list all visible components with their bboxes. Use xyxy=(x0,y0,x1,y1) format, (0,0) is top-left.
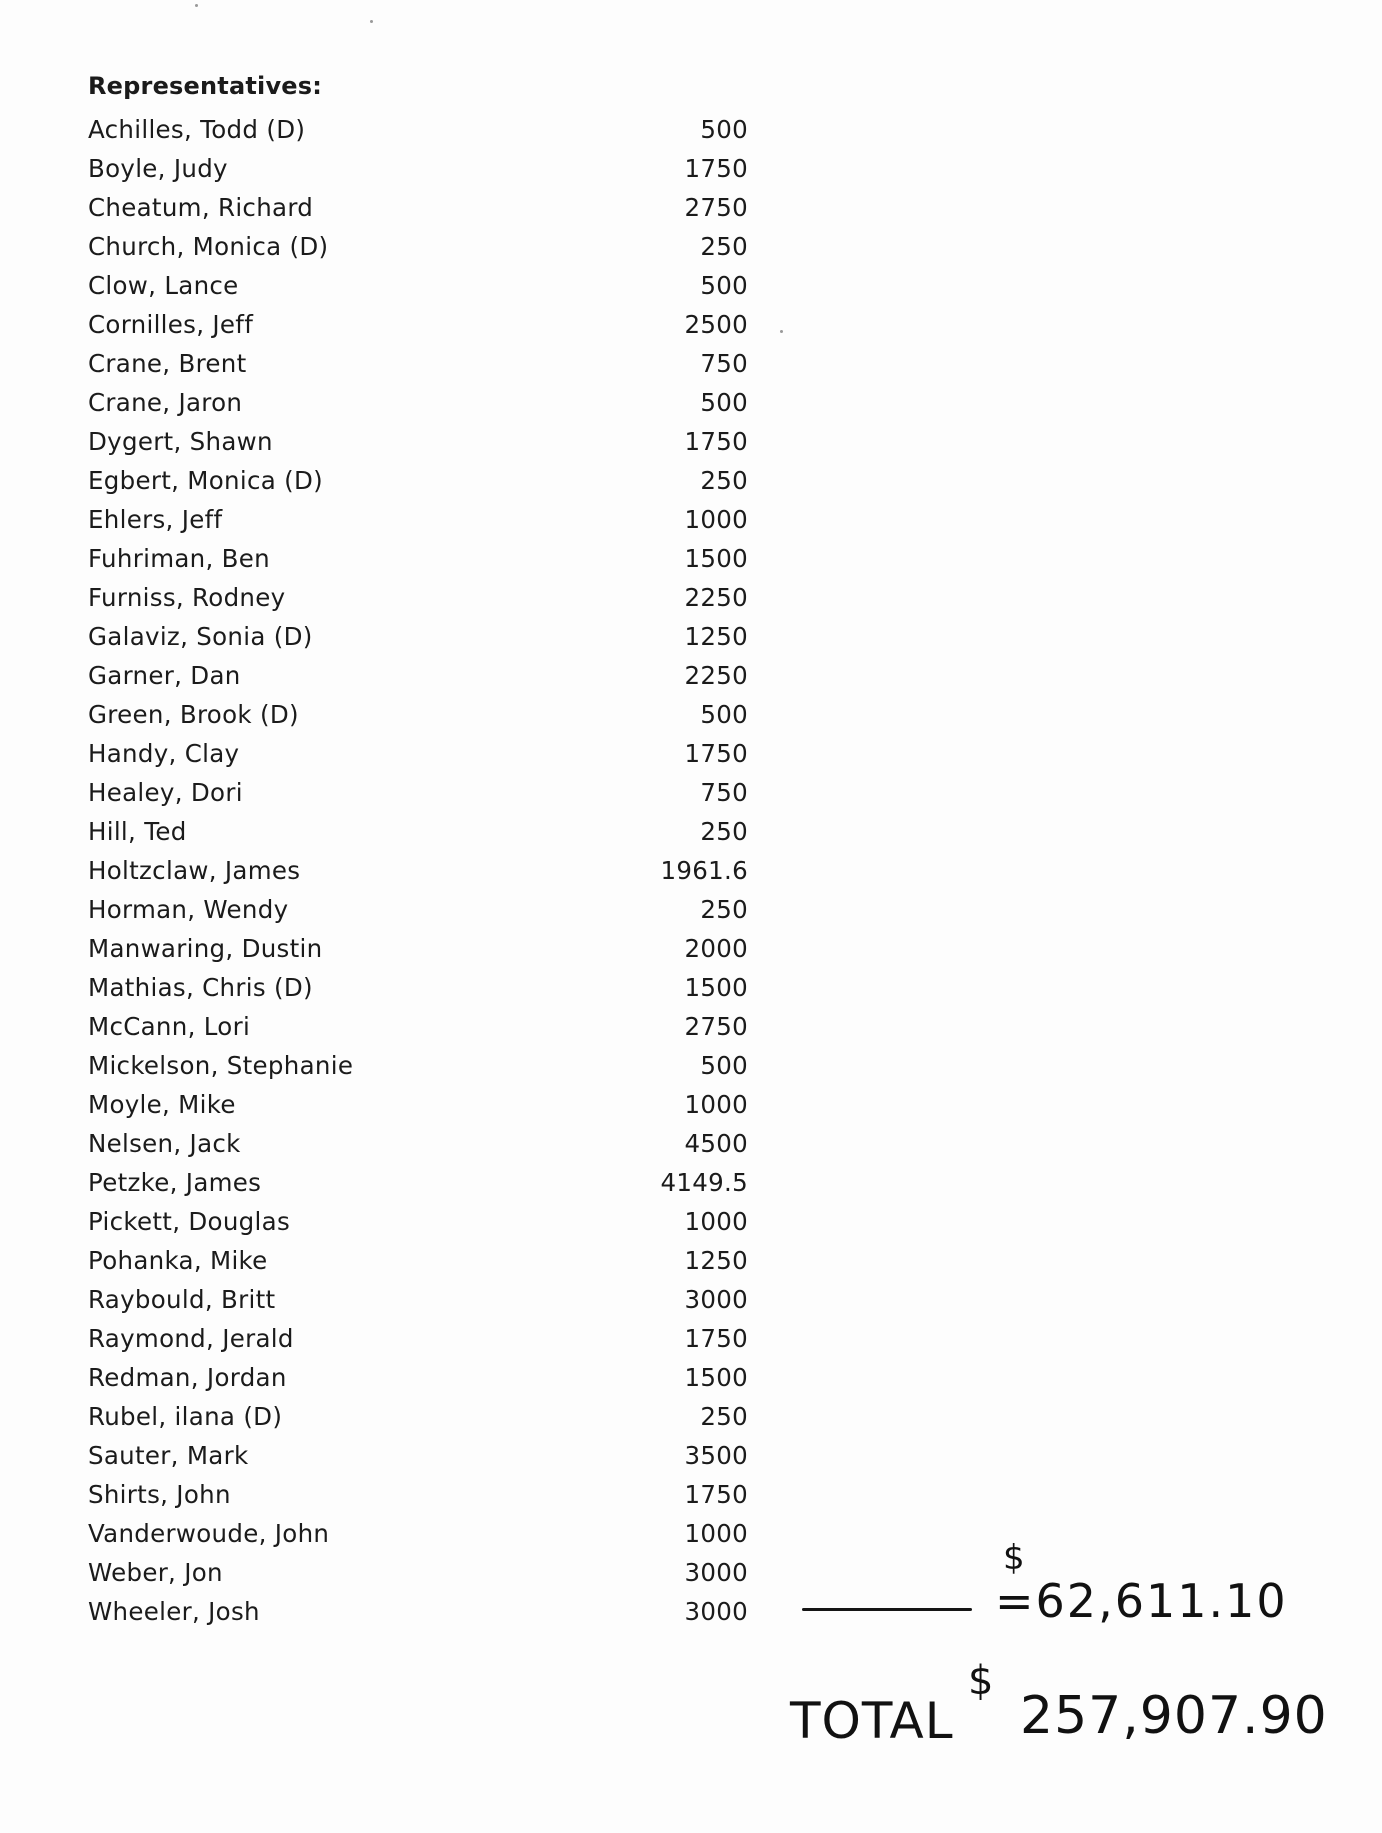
contribution-amount: 500 xyxy=(700,271,748,300)
representative-name: Petzke, James xyxy=(88,1168,262,1197)
table-row xyxy=(88,344,748,383)
representative-name: Sauter, Mark xyxy=(88,1441,249,1470)
contribution-amount: 250 xyxy=(700,895,748,924)
handwritten-total-value: 257,907.90 xyxy=(1020,1686,1328,1746)
table-row xyxy=(88,617,748,656)
representative-name: Shirts, John xyxy=(88,1480,231,1509)
table-row xyxy=(88,695,748,734)
contribution-amount: 500 xyxy=(700,115,748,144)
contribution-amount: 1000 xyxy=(684,1207,748,1236)
representatives-list xyxy=(88,110,748,1631)
contribution-amount: 3000 xyxy=(684,1597,748,1626)
table-row xyxy=(88,1280,748,1319)
representative-name: Crane, Brent xyxy=(88,349,247,378)
contribution-amount: 1750 xyxy=(684,1480,748,1509)
contribution-amount: 250 xyxy=(700,466,748,495)
representative-name: Redman, Jordan xyxy=(88,1363,287,1392)
contribution-amount: 500 xyxy=(700,388,748,417)
table-row xyxy=(88,188,748,227)
table-row xyxy=(88,1085,748,1124)
representative-name: Mathias, Chris (D) xyxy=(88,973,313,1002)
contribution-amount: 1250 xyxy=(684,622,748,651)
representative-name: Manwaring, Dustin xyxy=(88,934,323,963)
representative-name: Fuhriman, Ben xyxy=(88,544,270,573)
total-dollar-sign: $ xyxy=(968,1658,994,1704)
scan-speck xyxy=(780,330,783,333)
table-row xyxy=(88,227,748,266)
contribution-amount: 4149.5 xyxy=(660,1168,748,1197)
contribution-amount: 1000 xyxy=(684,1519,748,1548)
contribution-amount: 1750 xyxy=(684,739,748,768)
contribution-amount: 250 xyxy=(700,817,748,846)
handwritten-underline xyxy=(802,1608,972,1611)
table-row xyxy=(88,1553,748,1592)
table-row xyxy=(88,1475,748,1514)
contribution-amount: 1500 xyxy=(684,973,748,1002)
representative-name: Holtzclaw, James xyxy=(88,856,301,885)
table-row xyxy=(88,734,748,773)
table-row xyxy=(88,1124,748,1163)
representative-name: Horman, Wendy xyxy=(88,895,289,924)
representatives-heading: Representatives: xyxy=(88,72,323,100)
table-row xyxy=(88,578,748,617)
representative-name: Pohanka, Mike xyxy=(88,1246,268,1275)
contribution-amount: 2000 xyxy=(684,934,748,963)
table-row xyxy=(88,110,748,149)
representative-name: Raybould, Britt xyxy=(88,1285,276,1314)
contribution-amount: 1250 xyxy=(684,1246,748,1275)
representative-name: Moyle, Mike xyxy=(88,1090,236,1119)
handwritten-subtotal: =62,611.10 xyxy=(995,1574,1288,1628)
contribution-amount: 1500 xyxy=(684,1363,748,1392)
contribution-amount: 1961.6 xyxy=(660,856,748,885)
contribution-amount: 500 xyxy=(700,700,748,729)
table-row xyxy=(88,773,748,812)
representative-name: Mickelson, Stephanie xyxy=(88,1051,354,1080)
table-row xyxy=(88,539,748,578)
contribution-amount: 500 xyxy=(700,1051,748,1080)
contribution-amount: 2500 xyxy=(684,310,748,339)
representative-name: Achilles, Todd (D) xyxy=(88,115,306,144)
contribution-amount: 750 xyxy=(700,778,748,807)
contribution-amount: 1000 xyxy=(684,505,748,534)
representative-name: Ehlers, Jeff xyxy=(88,505,223,534)
table-row xyxy=(88,929,748,968)
table-row xyxy=(88,851,748,890)
subtotal-dollar-sign: $ xyxy=(1003,1538,1025,1578)
table-row xyxy=(88,1397,748,1436)
table-row xyxy=(88,890,748,929)
table-row xyxy=(88,305,748,344)
contribution-amount: 2250 xyxy=(684,583,748,612)
representative-name: Cheatum, Richard xyxy=(88,193,314,222)
contribution-amount: 250 xyxy=(700,232,748,261)
representative-name: Healey, Dori xyxy=(88,778,243,807)
table-row xyxy=(88,968,748,1007)
handwritten-total-label: TOTAL xyxy=(790,1692,954,1750)
table-row xyxy=(88,812,748,851)
contribution-amount: 1000 xyxy=(684,1090,748,1119)
contribution-amount: 1750 xyxy=(684,1324,748,1353)
representative-name: Crane, Jaron xyxy=(88,388,243,417)
table-row xyxy=(88,149,748,188)
representative-name: Weber, Jon xyxy=(88,1558,223,1587)
contribution-amount: 2750 xyxy=(684,1012,748,1041)
representative-name: Dygert, Shawn xyxy=(88,427,273,456)
representative-name: Wheeler, Josh xyxy=(88,1597,260,1626)
representative-name: Vanderwoude, John xyxy=(88,1519,330,1548)
representative-name: Egbert, Monica (D) xyxy=(88,466,324,495)
representative-name: Galaviz, Sonia (D) xyxy=(88,622,313,651)
scan-speck xyxy=(195,4,198,7)
table-row xyxy=(88,1436,748,1475)
contribution-amount: 1500 xyxy=(684,544,748,573)
table-row xyxy=(88,500,748,539)
table-row xyxy=(88,1592,748,1631)
representative-name: Green, Brook (D) xyxy=(88,700,299,729)
contribution-amount: 2750 xyxy=(684,193,748,222)
table-row xyxy=(88,1046,748,1085)
contribution-amount: 3000 xyxy=(684,1285,748,1314)
table-row xyxy=(88,1007,748,1046)
table-row xyxy=(88,1514,748,1553)
representative-name: Raymond, Jerald xyxy=(88,1324,294,1353)
table-row xyxy=(88,1241,748,1280)
table-row xyxy=(88,422,748,461)
table-row xyxy=(88,1319,748,1358)
contribution-amount: 3000 xyxy=(684,1558,748,1587)
representative-name: Hill, Ted xyxy=(88,817,187,846)
table-row xyxy=(88,1358,748,1397)
table-row xyxy=(88,1202,748,1241)
representative-name: Furniss, Rodney xyxy=(88,583,286,612)
representative-name: Rubel, ilana (D) xyxy=(88,1402,283,1431)
representative-name: Nelsen, Jack xyxy=(88,1129,241,1158)
table-row xyxy=(88,266,748,305)
contribution-amount: 1750 xyxy=(684,154,748,183)
contribution-amount: 2250 xyxy=(684,661,748,690)
contribution-amount: 1750 xyxy=(684,427,748,456)
representative-name: McCann, Lori xyxy=(88,1012,251,1041)
table-row xyxy=(88,383,748,422)
contribution-amount: 750 xyxy=(700,349,748,378)
table-row xyxy=(88,656,748,695)
contribution-amount: 4500 xyxy=(684,1129,748,1158)
contribution-amount: 250 xyxy=(700,1402,748,1431)
table-row xyxy=(88,1163,748,1202)
representative-name: Boyle, Judy xyxy=(88,154,228,183)
representative-name: Pickett, Douglas xyxy=(88,1207,291,1236)
table-row xyxy=(88,461,748,500)
representative-name: Garner, Dan xyxy=(88,661,241,690)
contribution-amount: 3500 xyxy=(684,1441,748,1470)
representative-name: Clow, Lance xyxy=(88,271,239,300)
representative-name: Church, Monica (D) xyxy=(88,232,329,261)
representative-name: Handy, Clay xyxy=(88,739,240,768)
scan-speck xyxy=(370,20,373,23)
representative-name: Cornilles, Jeff xyxy=(88,310,254,339)
